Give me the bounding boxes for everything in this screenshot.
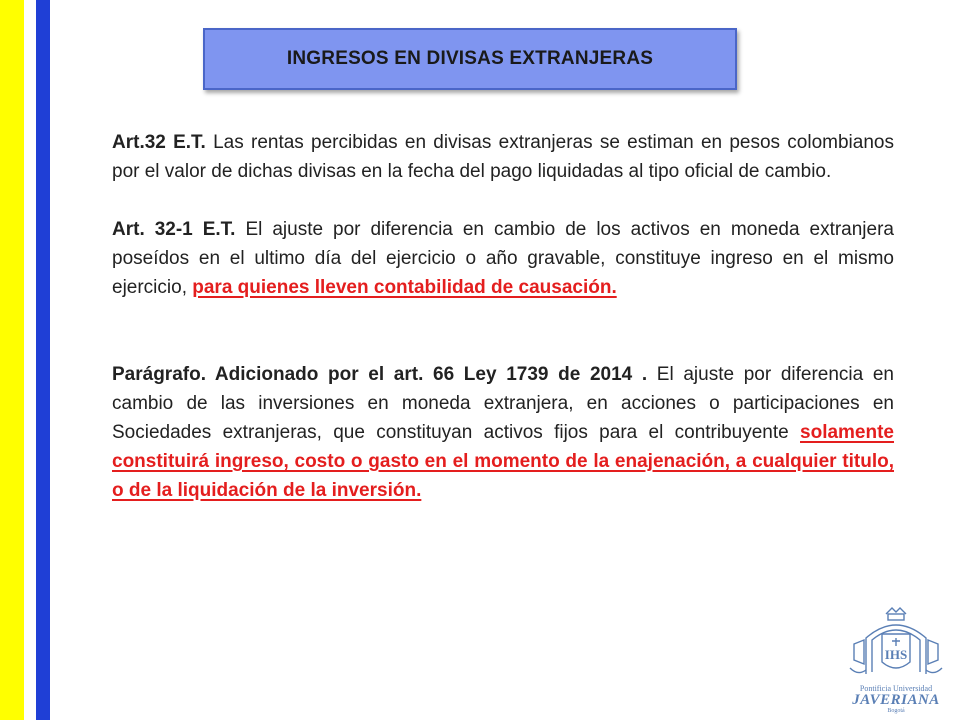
blue-stripe <box>36 0 50 720</box>
art32-paragraph <box>112 128 894 186</box>
paragrafo-highlight: solamente constituirá ingreso, costo o gasto en el momento de la enajenación, a cualquier titulo, o de la liquidación de la inversión. <box>112 422 894 501</box>
paragrafo-paragraph <box>112 360 894 505</box>
page-title: INGRESOS EN DIVISAS EXTRANJERAS <box>286 48 654 69</box>
university-name-line3: Bogotá <box>887 708 905 714</box>
paragrafo-body: El ajuste por diferencia en cambio de las inversiones en moneda extranjera, en acciones o participaciones en Sociedades extranjeras, que constituyan activos fijos para el contribuyente <box>112 364 895 443</box>
content <box>112 128 894 505</box>
art32-1-highlight: para quienes lleven contabilidad de causación. <box>192 277 617 298</box>
yellow-stripe <box>0 0 24 720</box>
art32-1-heading: Art. 32-1 E.T. <box>112 219 236 240</box>
university-name-line1: Pontificia Universidad <box>859 684 933 693</box>
art32-heading: Art.32 E.T. <box>112 132 206 153</box>
university-name-line2: JAVERIANA <box>852 692 940 708</box>
art32-1-body: El ajuste por diferencia en cambio de los activos en moneda extranjera poseídos en el ultimo día del ejercicio o año gravable, constituye ingreso en el mismo ejercicio, <box>112 219 894 298</box>
seal-letters: IHS <box>884 647 908 662</box>
paragrafo-heading: Parágrafo. Adicionado por el art. 66 Ley 1739 de 2014 . <box>112 364 648 385</box>
art32-body: Las rentas percibidas en divisas extranjeras se estiman en pesos colombianos por el valor de dichas divisas en la fecha del pago liquidadas al tipo oficial de cambio. <box>112 132 894 182</box>
title-box <box>203 28 737 90</box>
art32-1-paragraph <box>112 215 894 302</box>
university-name <box>846 684 946 715</box>
